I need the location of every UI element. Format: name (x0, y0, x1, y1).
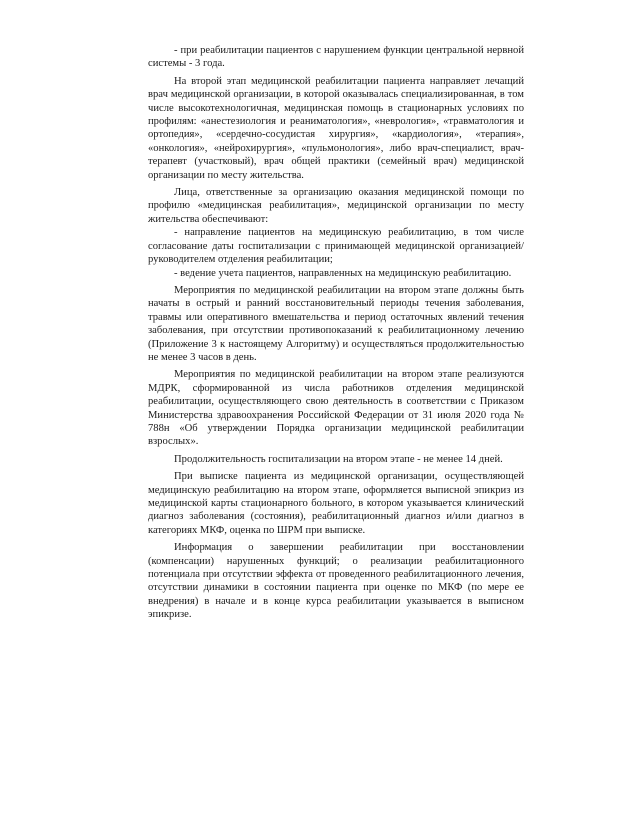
paragraph-accounting-item: - ведение учета пациентов, направленных на медицинскую реабилитацию. (174, 267, 512, 279)
paragraph-cns-term: - при реабилитации пациентов с нарушением функции центральной нервной системы - 3 года. (148, 45, 524, 70)
paragraph-referral-item: - направление пациентов на медицинскую реабилитацию, в том числе согласование даты госпитализации с принимающей медицинской организацией/руководителем отделения реабилитации; (148, 227, 524, 266)
document-body (148, 44, 524, 626)
paragraph-completion-info: Информация о завершении реабилитации при восстановлении (компенсации) нарушенных функций; о реализации реабилитационного потенциала при отсутствии эффекта от проведенного реабилитационного лечения, отсутствии динамики в состоянии пациента при оценке по МКФ (по мере ее внедрения) в начале и в конце курса реабилитации указывается в выписном эпикризе. (148, 542, 524, 621)
paragraph-second-stage-referral: На второй этап медицинской реабилитации пациента направляет лечащий врач медицинской организации, в которой оказывалась специализированная, в том числе высокотехнологичная, медицинская помощь в стационарных условиях по профилям: «анестезиология и реаниматология», «неврология», «травматология и ортопедия», «сердечно-сосудистая хирургия», «кардиология», «терапия», «онкология», «нейрохирургия», «пульмонология», либо врач-специалист, врач-терапевт (участковый), врач общей практики (семейный врач) медицинской организации по месту жительства. (148, 75, 524, 181)
paragraph-discharge: При выписке пациента из медицинской организации, осуществляющей медицинскую реабилитацию на втором этапе, оформляется выписной эпикриз из медицинской карты стационарного больного, в котором указывается клинический диагноз заболевания (состояния), реабилитационный диагноз и/или диагноз в категориях МКФ, оценка по ШРМ при выписке. (148, 471, 524, 536)
paragraph-responsible-persons: Лица, ответственные за организацию оказания медицинской помощи по профилю «медицинская реабилитация», медицинской организации по месту жительства обеспечивают: (148, 187, 524, 225)
paragraph-activities-timing: Мероприятия по медицинской реабилитации на втором этапе должны быть начаты в острый и ранний восстановительный периоды течения заболевания, травмы или оперативного вмешательства и период остаточных явлений течения заболевания, при отсутствии противопоказаний к реабилитационному лечению (Приложение 3 к настоящему Алгоритму) и осуществляться продолжительностью не менее 3 часов в день. (148, 284, 524, 363)
paragraph-duration: Продолжительность госпитализации на втором этапе - не менее 14 дней. (174, 453, 503, 465)
paragraph-mdrk: Мероприятия по медицинской реабилитации на втором этапе реализуются МДРК, сформированной из числа работников отделения медицинской реабилитации, осуществляющего свою деятельность в соответствии с Приказом Министерства здравоохранения Российской Федерации от 31 июля 2020 года № 788н «Об утверждении Порядка организации медицинской реабилитации взрослых». (148, 369, 524, 448)
